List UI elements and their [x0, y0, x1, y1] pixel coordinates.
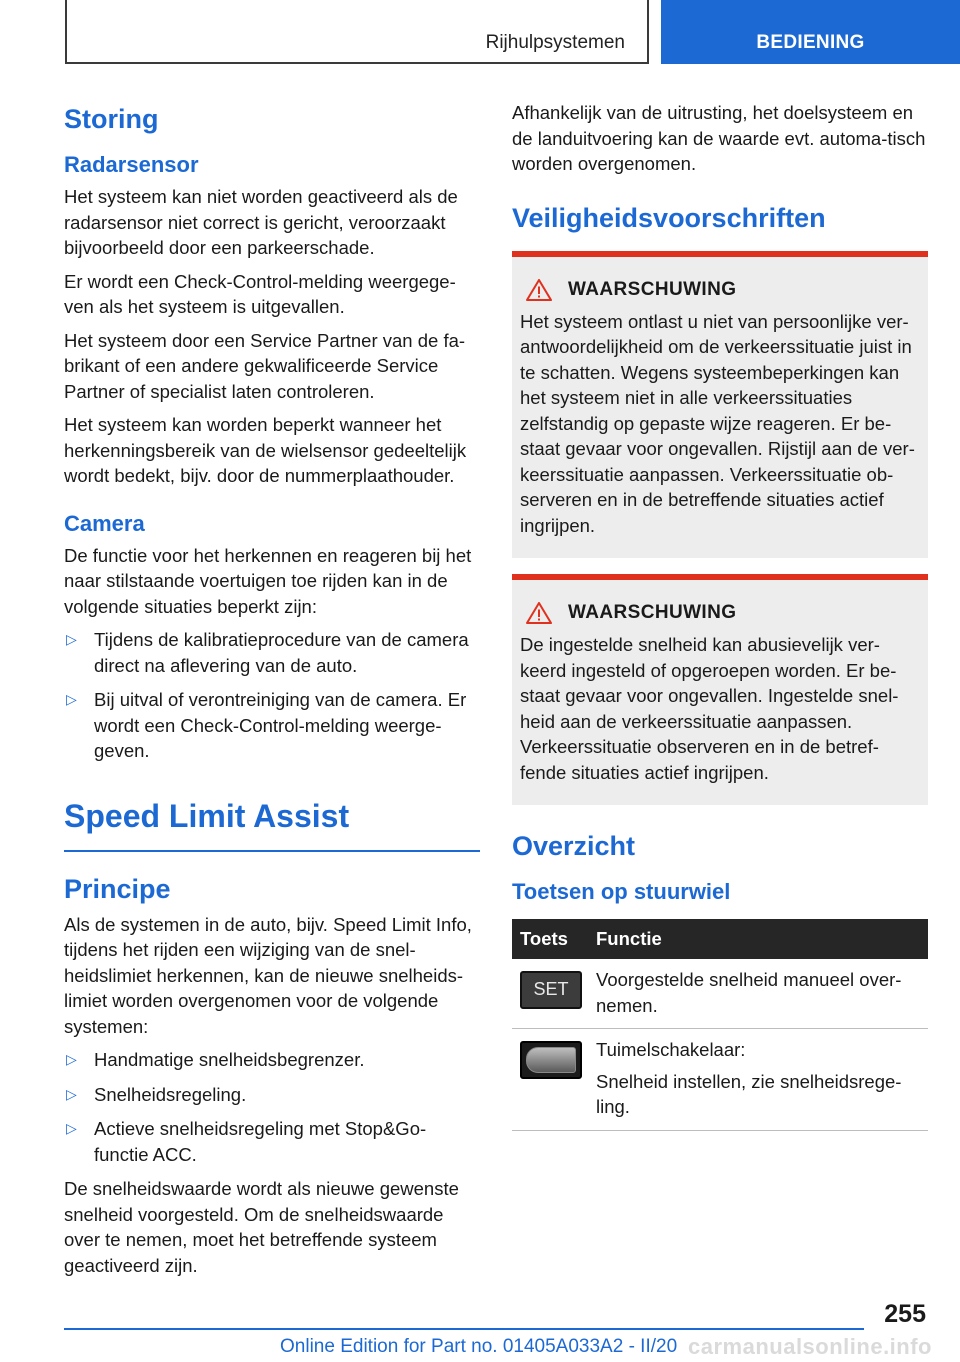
table-header-key: Toets [512, 919, 588, 959]
paragraph: Het systeem door een Service Partner van de fa-brikant of een andere gekwalificeerde Service Partner of specialist laten controleren. [64, 329, 466, 402]
table-row [512, 1029, 928, 1131]
warning-text: De ingestelde snelheid kan abusievelijk ver-keerd ingesteld of opgeroepen worden. Er be-staat gevaar voor ongevallen. Ingestelde snel-heid aan de verkeerssituatie aanpassen. Verkeerssituatie observeren en in de betref-fende situaties actief ingrijpen. [520, 634, 899, 783]
heading-overzicht: Overzicht [512, 831, 636, 861]
footer-divider [64, 1328, 864, 1330]
paragraph: De snelheidswaarde wordt als nieuwe gewenste snelheid voorgesteld. Om de snelheidswaarde over te nemen, moet het betreffende systeem geactiveerd zijn. [64, 1178, 459, 1276]
list-item: ▷ Handmatige snelheidsbegrenzer. [64, 1047, 480, 1073]
paragraph: De functie voor het herkennen en reageren bij het naar stilstaande voertuigen toe rijden kan in de volgende situaties beperkt zijn: [64, 544, 472, 617]
warning-title: WAARSCHUWING [520, 279, 920, 301]
bullet-triangle-icon: ▷ [66, 631, 77, 647]
warning-title: WAARSCHUWING [520, 602, 920, 624]
warning-triangle-icon [526, 279, 552, 301]
heading-radarsensor: Radarsensor [64, 152, 199, 177]
list-item: ▷ Bij uitval of verontreiniging van de camera. Er wordt een Check-Control-melding weerge-geven. [66, 689, 467, 761]
heading-toetsen-op-stuurwiel: Toetsen op stuurwiel [512, 879, 731, 904]
table-row [512, 959, 928, 1029]
footer-edition: Online Edition for Part no. 01405A033A2 - II/20 [280, 1336, 678, 1357]
principe-bullet-list [64, 1047, 480, 1167]
paragraph: Als de systemen in de auto, bijv. Speed Limit Info, tijdens het rijden een wijziging van de snel-heidslimiet herkennen, kan de nieuwe snelheids-limiet worden overgenomen voor de volgende systemen: [64, 913, 472, 1037]
warning-box [512, 574, 928, 805]
bullet-triangle-icon: ▷ [66, 691, 77, 707]
bullet-triangle-icon: ▷ [66, 1085, 77, 1102]
table-cell-key [512, 959, 588, 1029]
paragraph: Afhankelijk van de uitrusting, het doelsysteem en de landuitvoering kan de waarde evt. automa-tisch worden overgenomen. [512, 102, 926, 174]
buttons-table [512, 919, 928, 1131]
heading-speed-limit-assist: Speed Limit Assist [64, 794, 480, 852]
table-cell-function: Tuimelschakelaar: Snelheid instellen, zie snelheidsrege-ling. [588, 1029, 928, 1131]
heading-veiligheidsvoorschriften: Veiligheidsvoorschriften [512, 202, 826, 233]
set-key-icon: SET [520, 971, 582, 1009]
header-section-title: Rijhulpsystemen [485, 32, 625, 53]
rocker-switch-icon [520, 1041, 582, 1079]
warning-text: Het systeem ontlast u niet van persoonlijke ver-antwoordelijkheid om de verkeerssituatie juist in te schatten. Wegens systeembeperkingen kan het systeem niet in alle verkeerssituaties zelfstandig op gepaste wijze reageren. Er be-staat gevaar voor ongevallen. Rijstijl aan de ver-keerssituatie aanpassen. Verkeerssituatie ob-serveren en in de betreffende situaties actief ingrijpen. [520, 310, 915, 536]
camera-bullet-list [64, 627, 480, 764]
paragraph: Het systeem kan niet worden geactiveerd als de radarsensor niet correct is gericht, veroorzaakt bijvoorbeeld door een parkeerschade. [64, 186, 458, 258]
page-number: 255 [884, 1300, 926, 1328]
warning-box [512, 251, 928, 559]
heading-camera: Camera [64, 510, 145, 536]
header-chapter-tab[interactable] [661, 0, 960, 64]
table-cell-function: Voorgestelde snelheid manueel over-nemen. [588, 959, 928, 1029]
warning-triangle-icon [526, 602, 552, 624]
paragraph: Het systeem kan worden beperkt wanneer het herkenningsbereik van de wielsensor gedeeltelijk wordt bedekt, bijv. door de nummerplaathouder. [64, 414, 467, 486]
heading-principe: Principe [64, 873, 171, 904]
table-header-function: Functie [588, 919, 928, 959]
list-item: ▷ Actieve snelheidsregeling met Stop&Go-functie ACC. [66, 1118, 427, 1165]
watermark: carmanualsonline.info [688, 1334, 932, 1359]
heading-storing: Storing [64, 104, 159, 134]
header-chapter-label: BEDIENING [756, 32, 865, 53]
paragraph: Er wordt een Check-Control-melding weergege-ven als het systeem is uitgevallen. [64, 270, 456, 317]
table-cell-key [512, 1029, 588, 1131]
right-column [512, 100, 928, 1131]
list-item: ▷ Tijdens de kalibratieprocedure van de camera direct na aflevering van de auto. [66, 629, 469, 676]
list-item: ▷ Snelheidsregeling. [64, 1082, 480, 1108]
bullet-triangle-icon: ▷ [66, 1051, 77, 1067]
left-column [64, 100, 480, 1286]
table-header-row [512, 919, 928, 959]
header-section-box [65, 0, 649, 64]
bullet-triangle-icon: ▷ [66, 1120, 77, 1136]
